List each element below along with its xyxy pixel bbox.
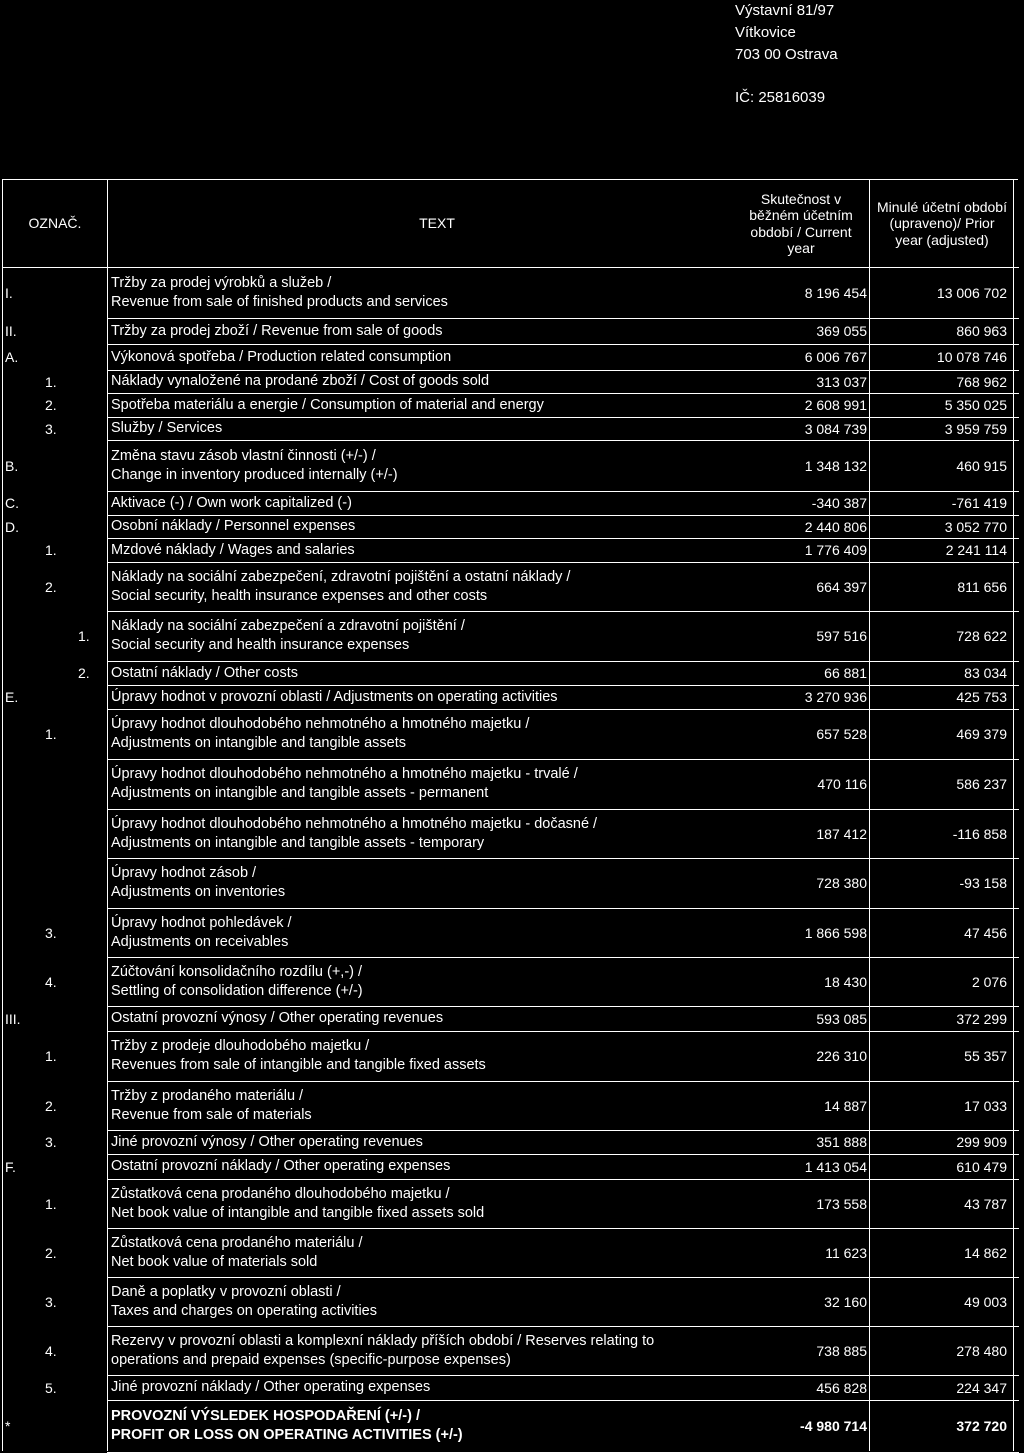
row-text-czech: Tržby z prodaného materiálu / — [111, 1087, 304, 1104]
table-row — [3, 709, 1019, 759]
row-code: I. — [5, 285, 13, 301]
table-row — [3, 491, 1019, 515]
profit-loss-table — [2, 179, 1018, 1451]
row-text — [111, 1375, 711, 1400]
current-year-value: 3 270 936 — [804, 689, 867, 705]
row-text-english: Adjustments on intangible and tangible assets - permanent — [111, 785, 489, 801]
row-text — [111, 1081, 711, 1130]
row-text-czech: Zůstatková cena prodaného dlouhodobého majetku / — [111, 1185, 450, 1202]
row-text — [111, 344, 711, 370]
row-text-czech: Úpravy hodnot dlouhodobého nehmotného a hmotného majetku / — [111, 716, 530, 732]
table-row — [3, 538, 1019, 562]
current-year-value: 728 380 — [816, 875, 867, 891]
row-text-czech: Náklady vynaložené na prodané zboží / Cost of goods sold — [111, 373, 490, 389]
row-text — [111, 685, 711, 709]
row-code: 1. — [45, 726, 57, 742]
row-code: 1. — [45, 542, 57, 558]
row-text — [111, 1400, 711, 1452]
table-row — [3, 759, 1019, 809]
current-year-value: 11 623 — [825, 1244, 867, 1261]
row-code: 2. — [45, 1244, 57, 1261]
row-code: F. — [5, 1158, 16, 1175]
prior-year-value: -761 419 — [951, 495, 1007, 511]
table-row — [3, 1277, 1019, 1326]
row-code: * — [5, 1418, 11, 1434]
row-code: 3. — [45, 924, 57, 941]
current-year-value: 456 828 — [816, 1379, 867, 1396]
table-row — [3, 1081, 1019, 1130]
table-row — [3, 1326, 1019, 1375]
table-row — [3, 957, 1019, 1006]
table-row — [3, 370, 1019, 393]
row-text-english: Net book value of materials sold — [111, 1253, 318, 1270]
current-year-value: 2 440 806 — [804, 518, 867, 535]
row-code: 2. — [78, 665, 90, 681]
row-code: B. — [5, 457, 19, 474]
prior-year-value: 3 052 770 — [944, 518, 1007, 535]
row-text-czech: Úpravy hodnot dlouhodobého nehmotného a hmotného majetku - trvalé / — [111, 766, 578, 782]
prior-year-value: 728 622 — [956, 628, 1007, 644]
row-text-czech: Náklady na sociální zabezpečení a zdravotní pojištění / — [111, 618, 465, 634]
table-row — [3, 318, 1019, 344]
prior-year-value: 2 241 114 — [945, 542, 1007, 558]
row-code: 2. — [45, 397, 57, 413]
current-year-value: 664 397 — [816, 578, 867, 595]
prior-year-value: 3 959 759 — [944, 420, 1007, 437]
prior-year-value: 299 909 — [956, 1134, 1007, 1150]
prior-year-value: -116 858 — [952, 825, 1007, 842]
row-text — [111, 611, 711, 661]
prior-year-value: 49 003 — [964, 1293, 1007, 1310]
prior-year-value: 610 479 — [956, 1158, 1007, 1175]
row-text — [111, 858, 711, 908]
table-row — [3, 440, 1019, 491]
row-text-czech: Výkonová spotřeba / Production related consumption — [111, 348, 452, 365]
row-text-czech: Náklady na sociální zabezpečení, zdravotní pojištění a ostatní náklady / — [111, 568, 571, 585]
current-year-value: 351 888 — [816, 1134, 867, 1150]
row-text — [111, 661, 711, 685]
header-text: TEXT — [419, 215, 455, 232]
row-text-english: Adjustments on intangible and tangible assets - temporary — [111, 834, 485, 851]
row-text-czech: Jiné provozní výnosy / Other operating revenues — [111, 1133, 423, 1150]
table-row — [3, 1154, 1019, 1179]
row-text-czech: Rezervy v provozní oblasti a komplexní náklady příších období / Reserves relating to — [111, 1332, 655, 1349]
row-text-english: Revenues from sale of intangible and tangible fixed assets — [111, 1057, 486, 1073]
row-text — [111, 1031, 711, 1081]
current-year-value: 657 528 — [816, 726, 867, 742]
header-prior-year: Minulé účetní období (upraveno)/ Prior year (adjusted) — [877, 198, 1007, 248]
row-code: 1. — [45, 373, 57, 390]
current-year-value: 14 887 — [824, 1097, 867, 1114]
table-row — [3, 611, 1019, 661]
prior-year-value: 43 787 — [964, 1195, 1007, 1212]
row-text-czech: Ostatní náklady / Other costs — [111, 664, 298, 681]
prior-year-value: 47 456 — [964, 924, 1007, 941]
prior-year-value: 372 720 — [956, 1418, 1007, 1434]
row-text — [111, 538, 711, 562]
table-row — [3, 908, 1019, 957]
current-year-value: 66 881 — [824, 665, 867, 681]
row-text-english: Adjustments on receivables — [111, 933, 289, 950]
current-year-value: 1 866 598 — [804, 924, 867, 941]
table-row — [3, 393, 1019, 417]
row-text-czech: Tržby z prodeje dlouhodobého majetku / — [111, 1038, 370, 1054]
row-text — [111, 1277, 711, 1326]
row-text-czech: Ostatní provozní výnosy / Other operating revenues — [111, 1010, 444, 1026]
prior-year-value: 17 033 — [964, 1097, 1007, 1114]
row-text — [111, 1154, 711, 1179]
row-code: 3. — [45, 420, 57, 437]
table-row — [3, 809, 1019, 858]
row-text-english: Net book value of intangible and tangible fixed assets sold — [111, 1204, 485, 1221]
table-row — [3, 515, 1019, 538]
row-text — [111, 908, 711, 957]
row-text — [111, 318, 711, 344]
current-year-value: 3 084 739 — [804, 420, 867, 437]
row-text-czech: Spotřeba materiálu a energie / Consumption of material and energy — [111, 396, 544, 413]
row-code: 2. — [45, 1097, 57, 1114]
row-text — [111, 268, 711, 318]
row-text — [111, 957, 711, 1006]
current-year-value: 593 085 — [816, 1010, 867, 1027]
current-year-value: 597 516 — [816, 628, 867, 644]
row-code: 3. — [45, 1293, 57, 1310]
row-text-english: Adjustments on inventories — [111, 884, 286, 900]
prior-year-value: 55 357 — [964, 1048, 1007, 1064]
row-code: 1. — [78, 628, 90, 644]
row-text — [111, 759, 711, 809]
row-text — [111, 809, 711, 858]
row-text-english: Adjustments on intangible and tangible assets — [111, 735, 407, 751]
row-text-english: Revenue from sale of finished products and services — [111, 294, 448, 310]
table-row — [3, 1228, 1019, 1277]
address-street: Výstavní 81/97 — [735, 2, 835, 19]
row-text — [111, 491, 711, 515]
row-code: II. — [5, 323, 17, 339]
row-text-czech: Zúčtování konsolidačního rozdílu (+,-) / — [111, 963, 363, 980]
row-text-czech: Úpravy hodnot pohledávek / — [111, 914, 292, 931]
prior-year-value: 425 753 — [956, 689, 1007, 705]
address-district: Vítkovice — [735, 24, 796, 41]
prior-year-value: 5 350 025 — [944, 397, 1007, 413]
row-text — [111, 562, 711, 611]
row-code: 3. — [45, 1134, 57, 1150]
row-text — [111, 515, 711, 538]
current-year-value: -340 387 — [811, 495, 867, 511]
row-text-english: PROFIT OR LOSS ON OPERATING ACTIVITIES (+/-) — [111, 1427, 463, 1443]
row-text-czech: Zůstatková cena prodaného materiálu / — [111, 1234, 363, 1251]
current-year-value: 8 196 454 — [804, 285, 867, 301]
prior-year-value: 768 962 — [956, 373, 1007, 390]
row-text — [111, 1179, 711, 1228]
row-text — [111, 1228, 711, 1277]
table-row — [3, 1130, 1019, 1154]
row-text-czech: Osobní náklady / Personnel expenses — [111, 518, 356, 534]
table-row — [3, 858, 1019, 908]
row-text-czech: Tržby za prodej výrobků a služeb / — [111, 275, 332, 291]
row-text-czech: Změna stavu zásob vlastní činnosti (+/-) / — [111, 447, 376, 464]
address-city: 703 00 Ostrava — [735, 46, 838, 63]
row-text-english: Change in inventory produced internally (+/-) — [111, 466, 398, 483]
current-year-value: 738 885 — [816, 1342, 867, 1359]
row-text — [111, 1006, 711, 1031]
table-row — [3, 1400, 1019, 1452]
prior-year-value: 469 379 — [956, 726, 1007, 742]
table-row — [3, 1375, 1019, 1400]
row-text-czech: Jiné provozní náklady / Other operating expenses — [111, 1379, 431, 1395]
row-text — [111, 417, 711, 440]
prior-year-value: 13 006 702 — [936, 285, 1007, 301]
row-text-english: Taxes and charges on operating activities — [111, 1302, 377, 1319]
current-year-value: -4 980 714 — [800, 1418, 867, 1434]
prior-year-value: 460 915 — [956, 457, 1007, 474]
row-text — [111, 709, 711, 759]
current-year-value: 6 006 767 — [804, 349, 867, 365]
row-text — [111, 1130, 711, 1154]
row-code: A. — [5, 349, 19, 365]
row-code: 1. — [45, 1048, 57, 1064]
prior-year-value: -93 158 — [959, 875, 1007, 891]
row-code: C. — [5, 495, 19, 511]
row-code: 4. — [45, 1342, 57, 1359]
row-code: 4. — [45, 973, 57, 990]
header-current-year: Skutečnost v běžném účetním období / Current year — [749, 190, 853, 256]
row-code: D. — [5, 518, 19, 535]
header-code: OZNAČ. — [28, 215, 82, 232]
prior-year-value: 10 078 746 — [936, 349, 1007, 365]
current-year-value: 226 310 — [816, 1048, 867, 1064]
row-text — [111, 393, 711, 417]
prior-year-value: 83 034 — [964, 665, 1007, 681]
table-row — [3, 562, 1019, 611]
table-row — [3, 685, 1019, 709]
row-text-czech: Úpravy hodnot dlouhodobého nehmotného a hmotného majetku - dočasné / — [111, 815, 598, 832]
current-year-value: 2 608 991 — [804, 397, 867, 413]
row-text-czech: Mzdové náklady / Wages and salaries — [111, 541, 355, 558]
row-text-english: Social security and health insurance expenses — [111, 637, 410, 653]
current-year-value: 470 116 — [817, 776, 867, 792]
prior-year-value: 372 299 — [956, 1010, 1007, 1027]
row-text — [111, 370, 711, 393]
table-row — [3, 1031, 1019, 1081]
prior-year-value: 860 963 — [956, 323, 1007, 339]
table-row — [3, 1179, 1019, 1228]
current-year-value: 1 413 054 — [804, 1158, 867, 1175]
row-code: 1. — [45, 1195, 57, 1212]
table-row — [3, 661, 1019, 685]
prior-year-value: 14 862 — [964, 1244, 1007, 1261]
prior-year-value: 278 480 — [956, 1342, 1007, 1359]
row-text — [111, 1326, 711, 1375]
table-row — [3, 417, 1019, 440]
row-text-czech: Služby / Services — [111, 420, 223, 436]
row-text-english: Revenue from sale of materials — [111, 1106, 312, 1123]
prior-year-value: 2 076 — [971, 973, 1007, 990]
row-text — [111, 440, 711, 491]
row-text-czech: Ostatní provozní náklady / Other operating expenses — [111, 1158, 451, 1174]
row-code: E. — [5, 689, 19, 705]
row-text-czech: Aktivace (-) / Own work capitalized (-) — [111, 494, 352, 511]
current-year-value: 1 776 409 — [804, 542, 867, 558]
row-text-english: Social security, health insurance expenses and other costs — [111, 587, 488, 604]
row-text-czech: Daně a poplatky v provozní oblasti / — [111, 1283, 341, 1300]
table-row — [3, 1006, 1019, 1031]
row-text-czech: Tržby za prodej zboží / Revenue from sale of goods — [111, 322, 443, 339]
current-year-value: 32 160 — [824, 1293, 867, 1310]
row-text-czech: PROVOZNÍ VÝSLEDEK HOSPODAŘENÍ (+/-) / — [111, 1408, 420, 1424]
current-year-value: 173 558 — [816, 1195, 867, 1212]
current-year-value: 369 055 — [816, 323, 867, 339]
company-id: IČ: 25816039 — [735, 89, 826, 106]
table-row — [3, 268, 1019, 318]
row-text-english: operations and prepaid expenses (specific-purpose expenses) — [111, 1351, 511, 1368]
current-year-value: 187 412 — [816, 825, 867, 842]
table-row — [3, 344, 1019, 370]
current-year-value: 1 348 132 — [804, 457, 867, 474]
company-address — [735, 0, 838, 66]
prior-year-value: 586 237 — [956, 776, 1007, 792]
row-code: 5. — [45, 1379, 57, 1396]
prior-year-value: 811 656 — [957, 578, 1007, 595]
row-text-czech: Úpravy hodnot zásob / — [111, 865, 257, 881]
prior-year-value: 224 347 — [956, 1379, 1007, 1396]
current-year-value: 18 430 — [824, 973, 867, 990]
row-text-czech: Úpravy hodnot v provozní oblasti / Adjustments on operating activities — [111, 688, 558, 705]
current-year-value: 313 037 — [816, 373, 867, 390]
row-text-english: Settling of consolidation difference (+/-) — [111, 982, 363, 999]
row-code: 2. — [45, 578, 57, 595]
row-code: III. — [5, 1010, 21, 1027]
